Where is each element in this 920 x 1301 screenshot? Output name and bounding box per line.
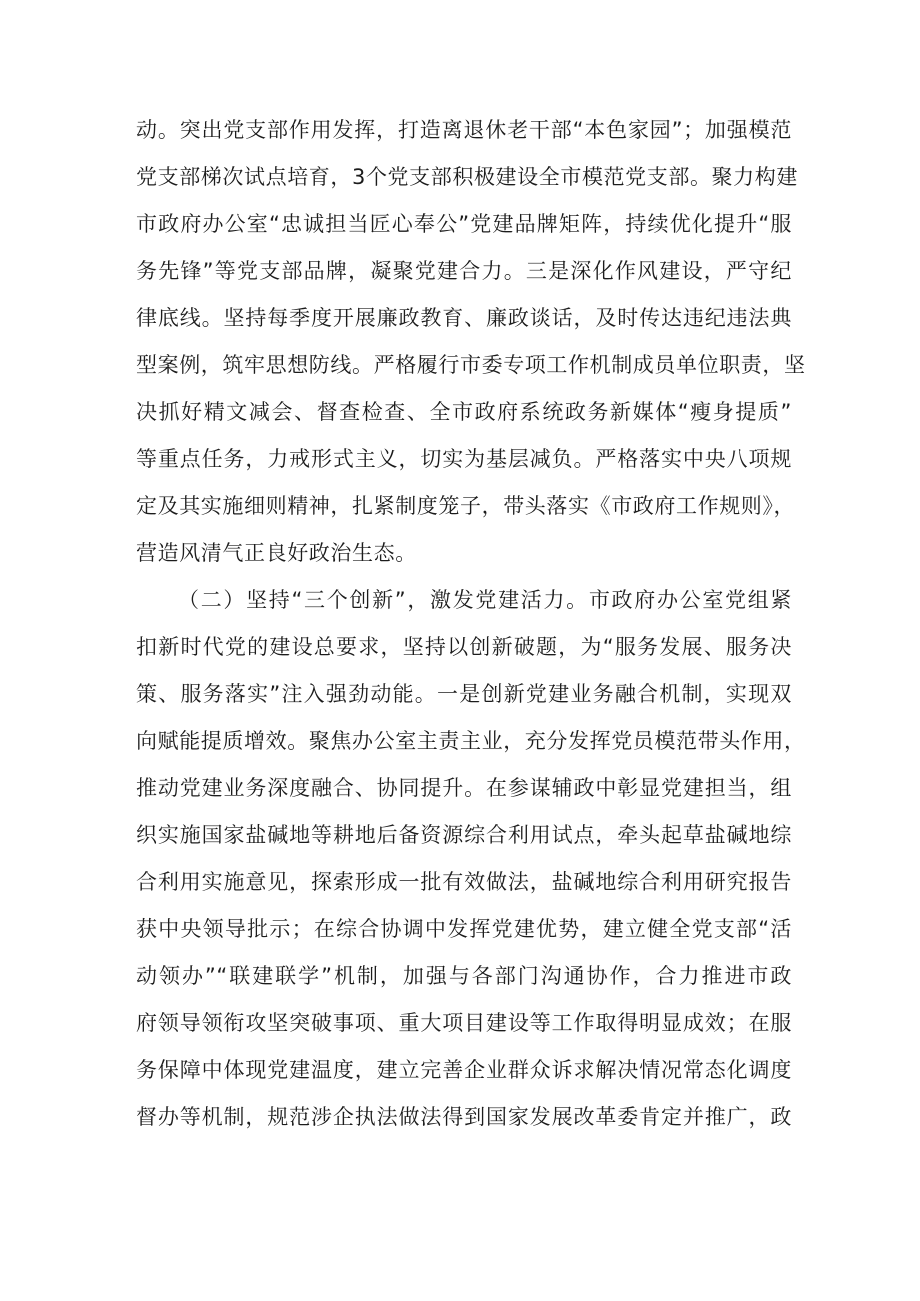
paragraph-heading-line: （二）坚持“三个创新”，激发党建活力。市政府办公室党组紧 xyxy=(178,588,792,612)
text-line: 策、服务落实”注入强劲动能。一是创新党建业务融合机制，实现双 xyxy=(136,682,792,706)
text-line: 动领办”“联建联学”机制，加强与各部门沟通协作，合力推进市政 xyxy=(136,964,792,988)
text-line: 督办等机制，规范涉企执法做法得到国家发展改革委肯定并推广，政 xyxy=(136,1105,792,1129)
text-line: 市政府办公室“忠诚担当匠心奉公”党建品牌矩阵，持续优化提升“服 xyxy=(136,212,792,236)
text-line: 决抓好精文减会、督查检查、全市政府系统政务新媒体“瘦身提质” xyxy=(136,400,792,424)
text-line: 等重点任务，力戒形式主义，切实为基层减负。严格落实中央八项规 xyxy=(136,447,792,471)
text-line: 定及其实施细则精神，扎紧制度笼子，带头落实《市政府工作规则》， xyxy=(136,494,796,518)
text-line: 党支部梯次试点培育，3个党支部积极建设全市模范党支部。聚力构建 xyxy=(136,165,798,189)
text-line: 织实施国家盐碱地等耕地后备资源综合利用试点，牵头起草盐碱地综 xyxy=(136,823,792,847)
text-line: 向赋能提质增效。聚焦办公室主责主业，充分发挥党员模范带头作用， xyxy=(136,729,806,753)
paragraph-last-line: 营造风清气正良好政治生态。 xyxy=(136,541,417,565)
text-line: 获中央领导批示；在综合协调中发挥党建优势，建立健全党支部“活 xyxy=(136,917,792,941)
text-line: 府领导领衔攻坚突破事项、重大项目建设等工作取得明显成效；在服 xyxy=(136,1011,792,1035)
text-line: 律底线。坚持每季度开展廉政教育、廉政谈话，及时传达违纪违法典 xyxy=(136,306,792,330)
text-line: 动。突出党支部作用发挥，打造离退休老干部“本色家园”；加强模范 xyxy=(136,118,792,142)
text-line: 合利用实施意见，探索形成一批有效做法，盐碱地综合利用研究报告 xyxy=(136,870,792,894)
text-line: 务保障中体现党建温度，建立完善企业群众诉求解决情况常态化调度 xyxy=(136,1058,792,1082)
text-line: 型案例，筑牢思想防线。严格履行市委专项工作机制成员单位职责，坚 xyxy=(136,353,806,377)
text-line: 推动党建业务深度融合、协同提升。在参谋辅政中彰显党建担当，组 xyxy=(136,776,792,800)
text-line: 扣新时代党的建设总要求，坚持以创新破题，为“服务发展、服务决 xyxy=(136,635,792,659)
text-line: 务先锋”等党支部品牌，凝聚党建合力。三是深化作风建设，严守纪 xyxy=(136,259,792,283)
